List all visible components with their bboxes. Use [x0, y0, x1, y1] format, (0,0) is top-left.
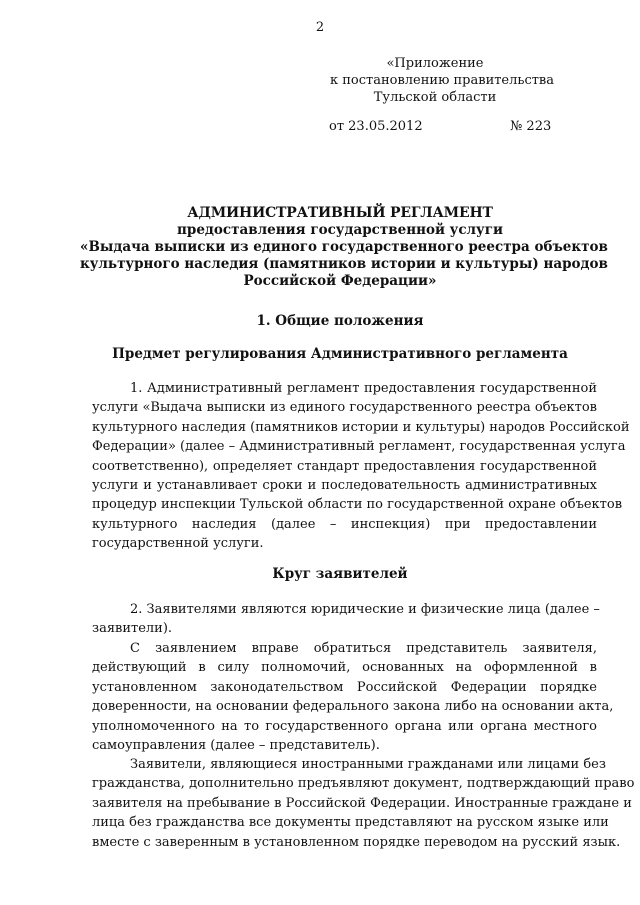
section-heading: 1. Общие положения	[256, 313, 424, 329]
subject-heading: Предмет регулирования Административного регламента	[112, 346, 568, 362]
text-line: самоуправления (далее – представитель).	[92, 738, 380, 754]
text-line: доверенности, на основании федерального закона либо на основании акта,	[92, 699, 614, 715]
text-line: установленном законодательством Российской Федерации порядке	[92, 679, 597, 695]
text-line: С заявлением вправе обратиться представитель заявителя,	[130, 641, 597, 656]
text-line: культурного наследия (памятников истории и культуры) народов Российской	[92, 419, 630, 435]
text-line: заявители).	[92, 621, 173, 637]
document-title	[80, 205, 608, 290]
text-line: услуги и устанавливает сроки и последовательность административных	[92, 478, 597, 494]
order-date: от 23.05.2012	[329, 119, 423, 134]
text-line: государственной услуги.	[92, 536, 264, 552]
appendix-line: «Приложение	[386, 56, 484, 71]
title-line: АДМИНИСТРАТИВНЫЙ РЕГЛАМЕНТ	[187, 205, 493, 221]
text-line: лица без гражданства все документы представляют на русском языке или	[92, 815, 609, 831]
title-line: предоставления государственной услуги	[177, 222, 503, 238]
title-line: «Выдача выписки из единого государственного реестра объектов	[80, 239, 608, 255]
text-line: Заявители, являющиеся иностранными гражданами или лицами без	[130, 757, 606, 772]
title-line: Российской Федерации»	[243, 273, 437, 289]
paragraph-1	[92, 379, 630, 554]
title-line: культурного наследия (памятников истории и культуры) народов	[80, 256, 608, 272]
appendix-header	[330, 55, 554, 106]
paragraph-3	[92, 639, 614, 755]
text-line: услуги «Выдача выписки из единого государственного реестра объектов	[92, 400, 597, 416]
text-line: действующий в силу полномочий, основанных на оформленной в	[92, 660, 597, 676]
page-number: 2	[315, 20, 325, 35]
text-line: 2. Заявителями являются юридические и физические лица (далее –	[130, 602, 600, 617]
applicants-heading: Круг заявителей	[272, 566, 408, 582]
appendix-line: к постановлению правительства	[330, 73, 554, 88]
order-number: № 223	[510, 119, 552, 134]
text-line: 1. Административный регламент предоставления государственной	[130, 381, 597, 396]
text-line: вместе с заверенным в установленном порядке переводом на русский язык.	[92, 834, 621, 850]
text-line: процедур инспекции Тульской области по государственной охране объектов	[92, 497, 623, 513]
text-line: соответственно), определяет стандарт предоставления государственной	[92, 458, 597, 474]
text-line: Федерации» (далее – Административный регламент, государственная услуга	[92, 439, 626, 455]
appendix-line: Тульской области	[373, 90, 497, 105]
text-line: заявителя на пребывание в Российской Федерации. Иностранные граждане и	[92, 795, 632, 811]
text-line: культурного наследия (далее – инспекция) при предоставлении	[92, 516, 597, 532]
paragraph-2	[92, 600, 600, 639]
text-line: уполномоченного на то государственного органа или органа местного	[92, 718, 597, 734]
text-line: гражданства, дополнительно предъявляют документ, подтверждающий право	[92, 776, 635, 792]
paragraph-4	[92, 755, 635, 852]
